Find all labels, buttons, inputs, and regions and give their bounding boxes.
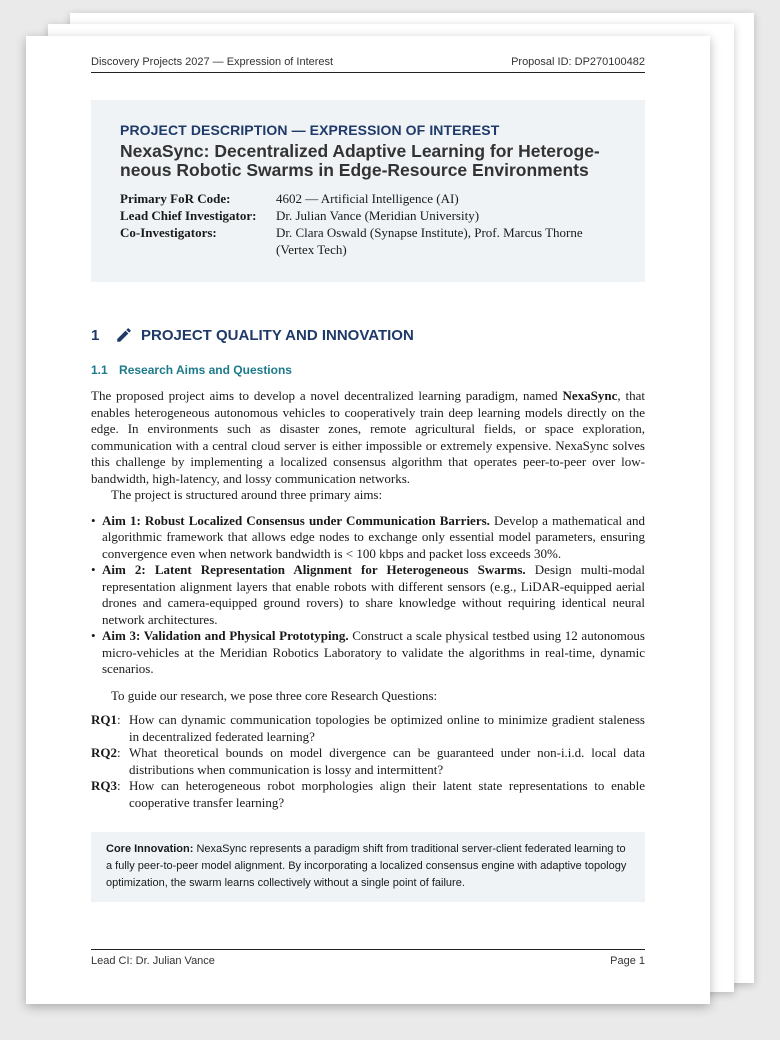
meta-key: Primary FoR Code:: [120, 191, 231, 206]
meta-value: 4602 — Artificial Intelligence (AI): [276, 191, 459, 206]
rq-label: RQ3:: [91, 778, 121, 793]
rq-label-text: RQ3: [91, 778, 117, 793]
page-number: Page 1: [610, 955, 645, 967]
aim-title: Aim 2: Latent Representation Alignment for Heterogeneous Swarms.: [102, 562, 526, 577]
research-questions: [91, 712, 645, 811]
running-footer: [91, 949, 645, 967]
rq-label: RQ2:: [91, 745, 121, 760]
intro-text-end: , that enables heterogeneous autonomous vehicles to cooperatively train deep learning models directly on the edge. In environments such as disaster zones, remote agricultural fields, or space exploration, communication with a central cloud server is either impossible or extremely expensive. NexaSync solves this challenge by implementing a localized consensus algorithm that operates peer-to-peer over low-bandwidth, high-latency, and lossy communication networks.: [91, 388, 645, 486]
meta-row-for-code: [120, 190, 617, 207]
meta-key: Co-Investigators:: [120, 225, 217, 240]
footer-left: Lead CI: Dr. Julian Vance: [91, 955, 215, 967]
list-item: [91, 712, 645, 745]
body-text: [91, 388, 645, 811]
list-item: [91, 562, 645, 628]
running-header: [91, 56, 645, 73]
header-left: Discovery Projects 2027 — Expression of Interest: [91, 56, 334, 68]
rq-text: How can dynamic communication topologies be optimized online to minimize gradient staleness in decentralized federated learning?: [129, 712, 645, 744]
subsection-title: Research Aims and Questions: [119, 363, 292, 377]
project-title-line1: NexaSync: Decentralized Adaptive Learning for Heteroge-: [120, 141, 600, 161]
intro-paragraph: [91, 388, 645, 487]
project-title-line2: neous Robotic Swarms in Edge-Resource Environments: [120, 160, 589, 180]
header-right: Proposal ID: DP270100482: [511, 56, 645, 68]
rq-label-text: RQ2: [91, 745, 117, 760]
list-item: [91, 628, 645, 678]
aims-list: [91, 513, 645, 678]
section-heading: [91, 326, 645, 344]
core-innovation-box: [91, 832, 645, 902]
innovation-label: Core Innovation:: [106, 843, 194, 855]
project-name: NexaSync: [562, 388, 618, 403]
meta-key: Lead Chief Investigator:: [120, 208, 257, 223]
list-item: [91, 745, 645, 778]
rq-label-text: RQ1: [91, 712, 117, 727]
section-number: 1: [91, 326, 100, 344]
aim-text: Construct a scale physical testbed using 12 autonomous micro-vehicles at the Meridian Robotics Laboratory to validate the algorithms in real-time, dynamic scenarios.: [102, 628, 645, 676]
aim-title: Aim 3: Validation and Physical Prototyping.: [102, 628, 349, 643]
list-item: [91, 513, 645, 563]
aim-text: Develop a mathematical and algorithmic framework that allows edge nodes to exchange only essential model parameters, ensuring convergence even when network bandwidth is < 100 kbps and packet loss exceeds 30%.: [102, 512, 645, 561]
project-meta: [120, 190, 617, 258]
subsection-heading: [91, 363, 292, 377]
meta-row-lead-ci: [120, 207, 617, 224]
pencil-icon: [115, 326, 133, 344]
meta-value: Dr. Clara Oswald (Synapse Institute), Prof. Marcus Thorne (Vertex Tech): [276, 225, 583, 257]
aim-title: Aim 1: Robust Localized Consensus under Communication Barriers.: [102, 512, 490, 528]
section-title: PROJECT QUALITY AND INNOVATION: [141, 326, 414, 344]
project-title: [120, 142, 617, 180]
rq-label: RQ1:: [91, 712, 121, 727]
eoi-label: PROJECT DESCRIPTION — EXPRESSION OF INTEREST: [120, 122, 500, 138]
document-page: [26, 36, 710, 1004]
title-block: [91, 100, 645, 282]
rq-text: What theoretical bounds on model divergence can be guaranteed under non-i.i.d. local data distributions when communication is lossy and intermittent?: [129, 745, 645, 777]
aim-text: Design multi-modal representation alignment layers that enable robots with different sensors (e.g., LiDAR-equipped aerial drones and camera-equipped ground rovers) to share knowledge without requiring identical neural network architectures.: [102, 562, 645, 627]
intro-text-start: The proposed project aims to develop a novel decentralized learning paradigm, named: [91, 388, 563, 403]
rq-text: How can heterogeneous robot morphologies align their latent state representations to enable cooperative transfer learning?: [129, 778, 645, 810]
aims-intro: The project is structured around three primary aims:: [111, 487, 383, 502]
meta-row-co-investigators: [120, 224, 617, 258]
subsection-number: 1.1: [91, 363, 108, 377]
innovation-text: NexaSync represents a paradigm shift from traditional server-client federated learning to a fully peer-to-peer model alignment. By incorporating a localized consensus engine with adaptive topology optimization, the swarm learns collectively without a single point of failure.: [106, 843, 627, 889]
list-item: [91, 778, 645, 811]
meta-value: Dr. Julian Vance (Meridian University): [276, 208, 480, 223]
rq-intro: To guide our research, we pose three core Research Questions:: [111, 687, 438, 703]
